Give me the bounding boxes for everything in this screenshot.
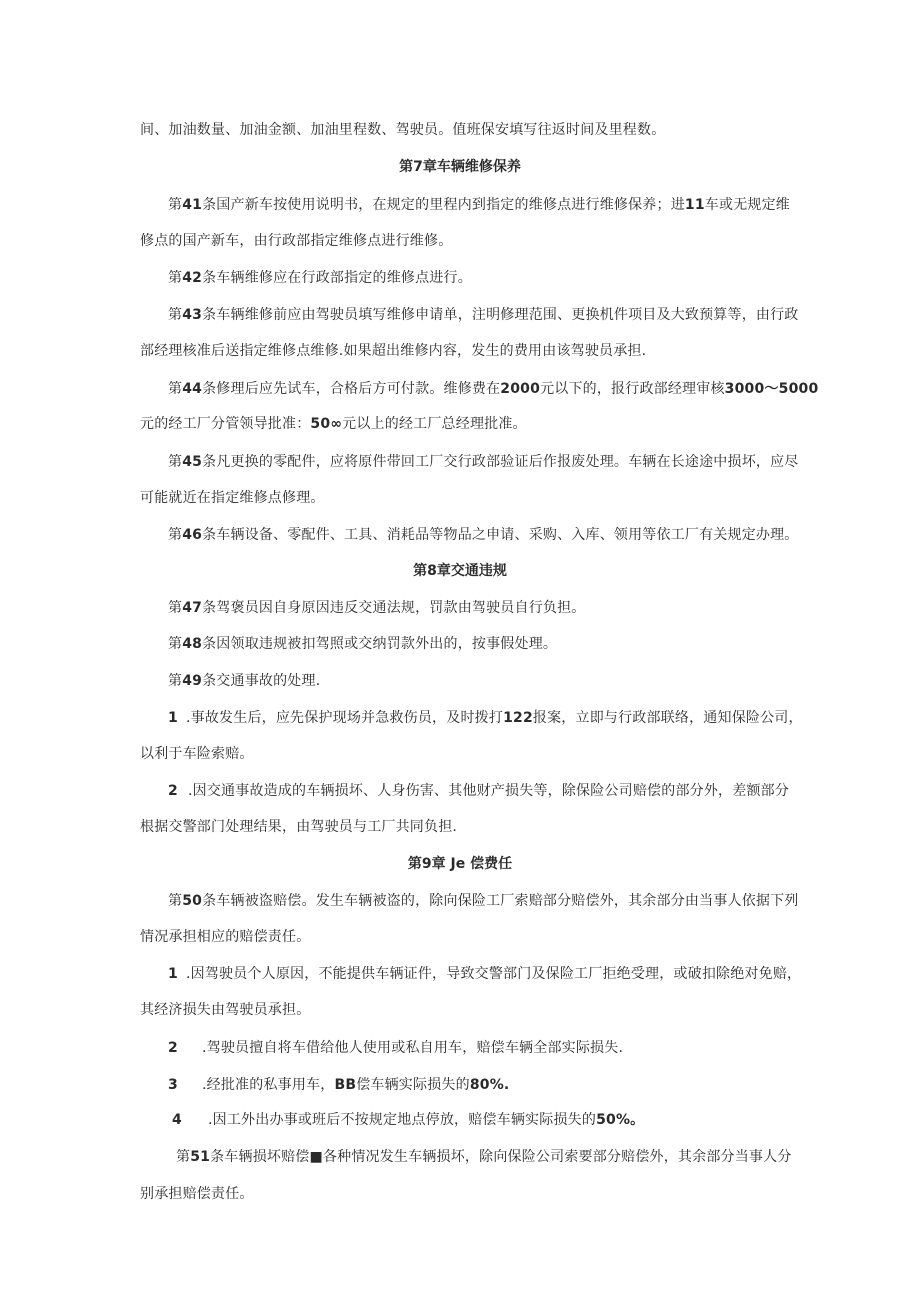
article-44-line-2: 元的经工厂分管领导批准：50∞元以上的经工厂总经理批准。 <box>140 416 527 432</box>
clause-1-line-2: 其经济损失由驾驶员承担。 <box>140 1002 311 1018</box>
clause-1-line-1: 1 .因驾驶员个人原因，不能提供车辆证件，导致交警部门及保险工厂拒绝受理，或破扣除绝对免赔， <box>168 966 802 982</box>
paragraph-line: 间、加油数量、加油金额、加油里程数、驾驶员。值班保安填写往返时间及里程数。 <box>140 122 666 138</box>
article-44-line-1: 第44条修理后应先试车，合格后方可付款。维修费在2000元以下的，报行政部经理审核3000～5000 <box>168 381 819 397</box>
article-42: 第42条车辆维修应在行政部指定的维修点进行。 <box>168 270 472 286</box>
article-47: 第47条驾褒员因自身原因违反交通法规，罚款由驾驶员自行负担。 <box>168 600 586 616</box>
article-49: 第49条交通事故的处理. <box>168 673 321 689</box>
item-1-line-2: 以利于车险索赔。 <box>140 746 254 762</box>
clause-3: 3 .经批准的私事用车，BB偿车辆实际损失的80%. <box>168 1077 510 1093</box>
clause-2: 2 .驾驶员擅自将车借给他人使用或私自用车，赔偿车辆全部实际损失. <box>168 1040 624 1056</box>
article-50-line-1: 第50条车辆被盗赔偿。发生车辆被盗的，除向保险工厂索赔部分赔偿外，其余部分由当事人依据下列 <box>168 893 799 909</box>
article-50-line-2: 情况承担相应的赔偿责任。 <box>140 929 311 945</box>
chapter-heading: 第8章交通违规 <box>413 563 507 579</box>
article-41-line-2: 修点的国产新车，由行政部指定维修点进行维修。 <box>140 233 453 249</box>
article-48: 第48条因领取违规被扣驾照或交纳罚款外出的，按事假处理。 <box>168 636 558 652</box>
article-51-line-1: 第51条车辆损坏赔偿■各种情况发生车辆损坏，除向保险公司索要部分赔偿外，其余部分当事人分 <box>176 1149 792 1165</box>
article-45-line-1: 第45条凡更换的零配件，应将原件带回工厂交行政部验证后作报废处理。车辆在长途途中损坏，应尽 <box>168 454 799 470</box>
article-46: 第46条车辆设备、零配件、工具、消耗品等物品之申请、采购、入库、领用等依工厂有关规定办理。 <box>168 527 799 543</box>
article-43-line-2: 部经理核准后送指定维修点维修.如果超出维修内容，发生的费用由该驾驶员承担. <box>140 343 647 359</box>
article-43-line-1: 第43条车辆维修前应由驾驶员填写维修申请单，注明修理范围、更换机件项目及大致预算等，由行政 <box>168 307 799 323</box>
item-1-line-1: 1 .事故发生后，应先保护现场并急救伤员，及时拨打122报案，立即与行政部联络，通知保险公司， <box>168 710 803 726</box>
item-2-line-1: 2 .因交通事故造成的车辆损坏、人身伤害、其他财产损失等，除保险公司赔偿的部分外，差额部分 <box>168 783 790 799</box>
article-45-line-2: 可能就近在指定维修点修理。 <box>140 490 325 506</box>
item-2-line-2: 根据交警部门处理结果，由驾驶员与工厂共同负担. <box>140 819 458 835</box>
article-51-line-2: 别承担赔偿责任。 <box>140 1186 254 1202</box>
chapter-heading: 第9章 Je 偿费任 <box>407 856 513 872</box>
clause-4: 4 .因工外出办事或班后不按规定地点停放，赔偿车辆实际损失的50%。 <box>172 1112 645 1128</box>
article-41-line-1: 第41条国产新车按使用说明书，在规定的里程内到指定的维修点进行维修保养；进11车或无规定维 <box>168 197 790 213</box>
chapter-heading: 第7章车辆维修保养 <box>399 159 521 175</box>
